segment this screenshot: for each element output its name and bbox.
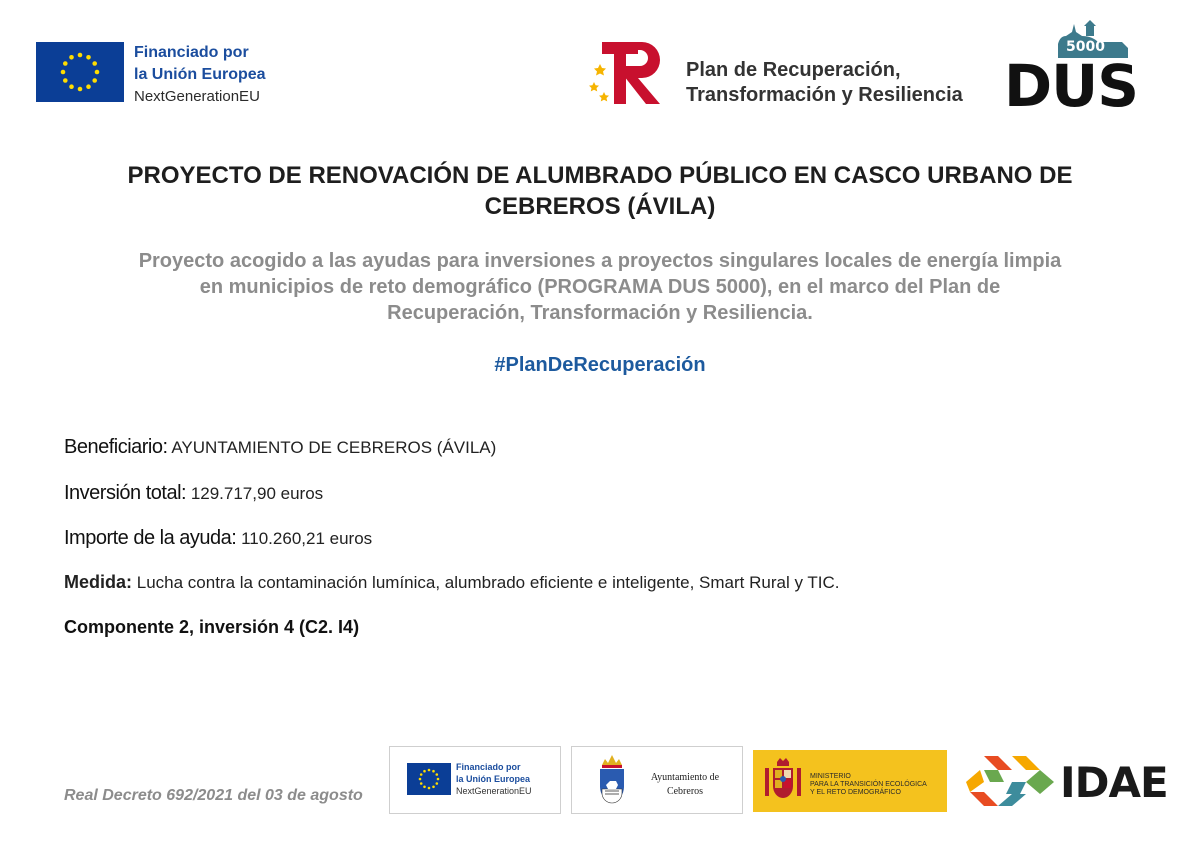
- ministerio-line1: MINISTERIO: [810, 773, 851, 780]
- ministerio-line2: PARA LA TRANSICIÓN ECOLÓGICA: [810, 781, 927, 788]
- hashtag-link[interactable]: #PlanDeRecuperación: [494, 354, 706, 376]
- ayto-line2: Cebreros: [666, 786, 704, 797]
- prtr-line2: Transformación y Resiliencia: [686, 84, 963, 106]
- prtr-mark-icon: [588, 38, 668, 108]
- beneficiario-row: [64, 436, 496, 459]
- inversion-label: Inversión total:: [64, 482, 187, 504]
- eu-logo-line1: Financiado por: [134, 44, 249, 61]
- spain-coat-of-arms-icon: [763, 756, 803, 806]
- eu-logo-line3: NextGenerationEU: [134, 88, 260, 105]
- footer-eu-line2: la Unión Europea: [456, 774, 531, 784]
- importe-value: 110.260,21 euros: [241, 529, 373, 548]
- eu-logo-line2: la Unión Europea: [134, 66, 266, 83]
- plan-recuperacion-logo: [588, 38, 1008, 108]
- medida-label: Medida:: [64, 572, 133, 592]
- project-subtitle: Proyecto acogido a las ayudas para inversiones a proyectos singulares locales de energía limpia en municipios de reto demográfico (PROGRAMA DUS 5000), en el marco del Plan de Recuperación, Transformación y Resiliencia.: [138, 250, 1062, 324]
- prtr-line1: Plan de Recuperación,: [686, 59, 901, 81]
- footer-ayuntamiento-logo: [571, 746, 743, 814]
- footer-eu-line1: Financiado por: [456, 762, 521, 772]
- inversion-row: [64, 482, 323, 505]
- eu-flag-icon: [36, 42, 124, 102]
- eu-funding-logo: [36, 42, 296, 104]
- beneficiario-label: Beneficiario:: [64, 436, 168, 458]
- real-decreto-text: Real Decreto 692/2021 del 03 de agosto: [64, 787, 363, 804]
- footer-eu-line3: NextGenerationEU: [456, 786, 532, 796]
- medida-value: Lucha contra la contaminación lumínica, alumbrado eficiente e inteligente, Smart Rural y TIC.: [136, 573, 840, 592]
- footer-eu-logo: [389, 746, 561, 814]
- footer-idae-logo: [964, 748, 1168, 814]
- footer-ministerio-logo: [753, 750, 947, 812]
- inversion-value: 129.717,90 euros: [190, 484, 324, 503]
- beneficiario-value: AYUNTAMIENTO DE CEBREROS (ÁVILA): [171, 438, 497, 457]
- idae-knot-icon: [964, 748, 1058, 814]
- importe-label: Importe de la ayuda:: [64, 527, 237, 549]
- cebreros-crest-icon: [596, 753, 628, 807]
- project-title: PROYECTO DE RENOVACIÓN DE ALUMBRADO PÚBLICO EN CASCO URBANO DE CEBREROS (ÁVILA): [127, 162, 1073, 220]
- footer-eu-flag-icon: [407, 763, 451, 795]
- dus-word: DUS: [1004, 52, 1139, 120]
- ayto-line1: Ayuntamiento de: [650, 772, 720, 783]
- dus-number: 5000: [1066, 39, 1105, 55]
- componente-row: Componente 2, inversión 4 (C2. I4): [64, 617, 360, 637]
- dus-5000-logo: [1002, 18, 1142, 120]
- idae-word: IDAE: [1060, 758, 1168, 807]
- ministerio-line3: Y EL RETO DEMOGRÁFICO: [810, 789, 901, 796]
- importe-row: [64, 527, 372, 550]
- medida-row: [64, 572, 839, 593]
